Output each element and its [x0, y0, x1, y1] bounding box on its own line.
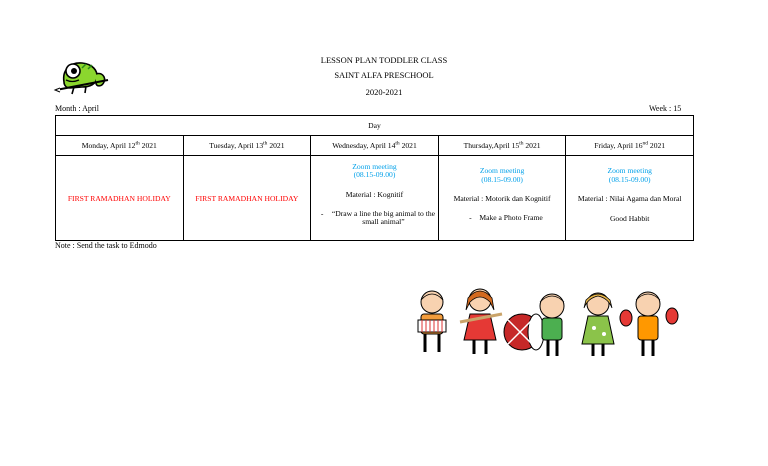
school-year: 2020-2021: [365, 87, 403, 97]
month-label: Month : April: [55, 104, 100, 113]
doc-title: LESSON PLAN TODDLER CLASS: [320, 55, 448, 65]
day-header-friday: Friday, April 16nd 2021: [566, 136, 694, 156]
wednesday-cell: [311, 156, 439, 241]
day-heading: Day: [56, 116, 694, 136]
lesson-plan-table: [55, 115, 694, 241]
thursday-cell: [438, 156, 566, 241]
material-label: Material : Kognitif: [345, 189, 404, 199]
holiday-text: FIRST RAMADHAN HOLIDAY: [195, 193, 299, 203]
task-item: Good Habbit: [609, 213, 650, 223]
note-text: Note : Send the task to Edmodo: [55, 241, 157, 250]
task-item: - “Draw a line the big animal to the small animal”: [320, 208, 436, 227]
day-header-tuesday: Tuesday, April 13th 2021: [183, 136, 311, 156]
material-label: Material : Motorik dan Kognitif: [453, 193, 551, 203]
school-name: SAINT ALFA PRESCHOOL: [334, 70, 434, 80]
task-item: - Make a Photo Frame: [469, 212, 543, 222]
material-label: Material : Nilai Agama dan Moral: [577, 193, 682, 203]
zoom-meeting-label: Zoom meeting (08.15-09.00): [352, 161, 397, 180]
day-header-wednesday: Wednesday, April 14th 2021: [311, 136, 439, 156]
zoom-meeting-label: Zoom meeting (08.15-09.00): [479, 166, 525, 184]
holiday-text: FIRST RAMADHAN HOLIDAY: [67, 193, 171, 203]
week-label: Week : 15: [649, 104, 682, 113]
table-row: [56, 156, 694, 241]
table-row: [56, 116, 694, 136]
monday-cell: [56, 156, 184, 241]
day-header-monday: Monday, April 12th 2021: [56, 136, 184, 156]
tuesday-cell: [183, 156, 311, 241]
friday-cell: [566, 156, 694, 241]
children-playing-instruments-image: [412, 288, 684, 362]
table-row: [56, 136, 694, 156]
day-header-thursday: Thursday,April 15th 2021: [438, 136, 566, 156]
zoom-meeting-label: Zoom meeting (08.15-09.00): [607, 166, 652, 184]
